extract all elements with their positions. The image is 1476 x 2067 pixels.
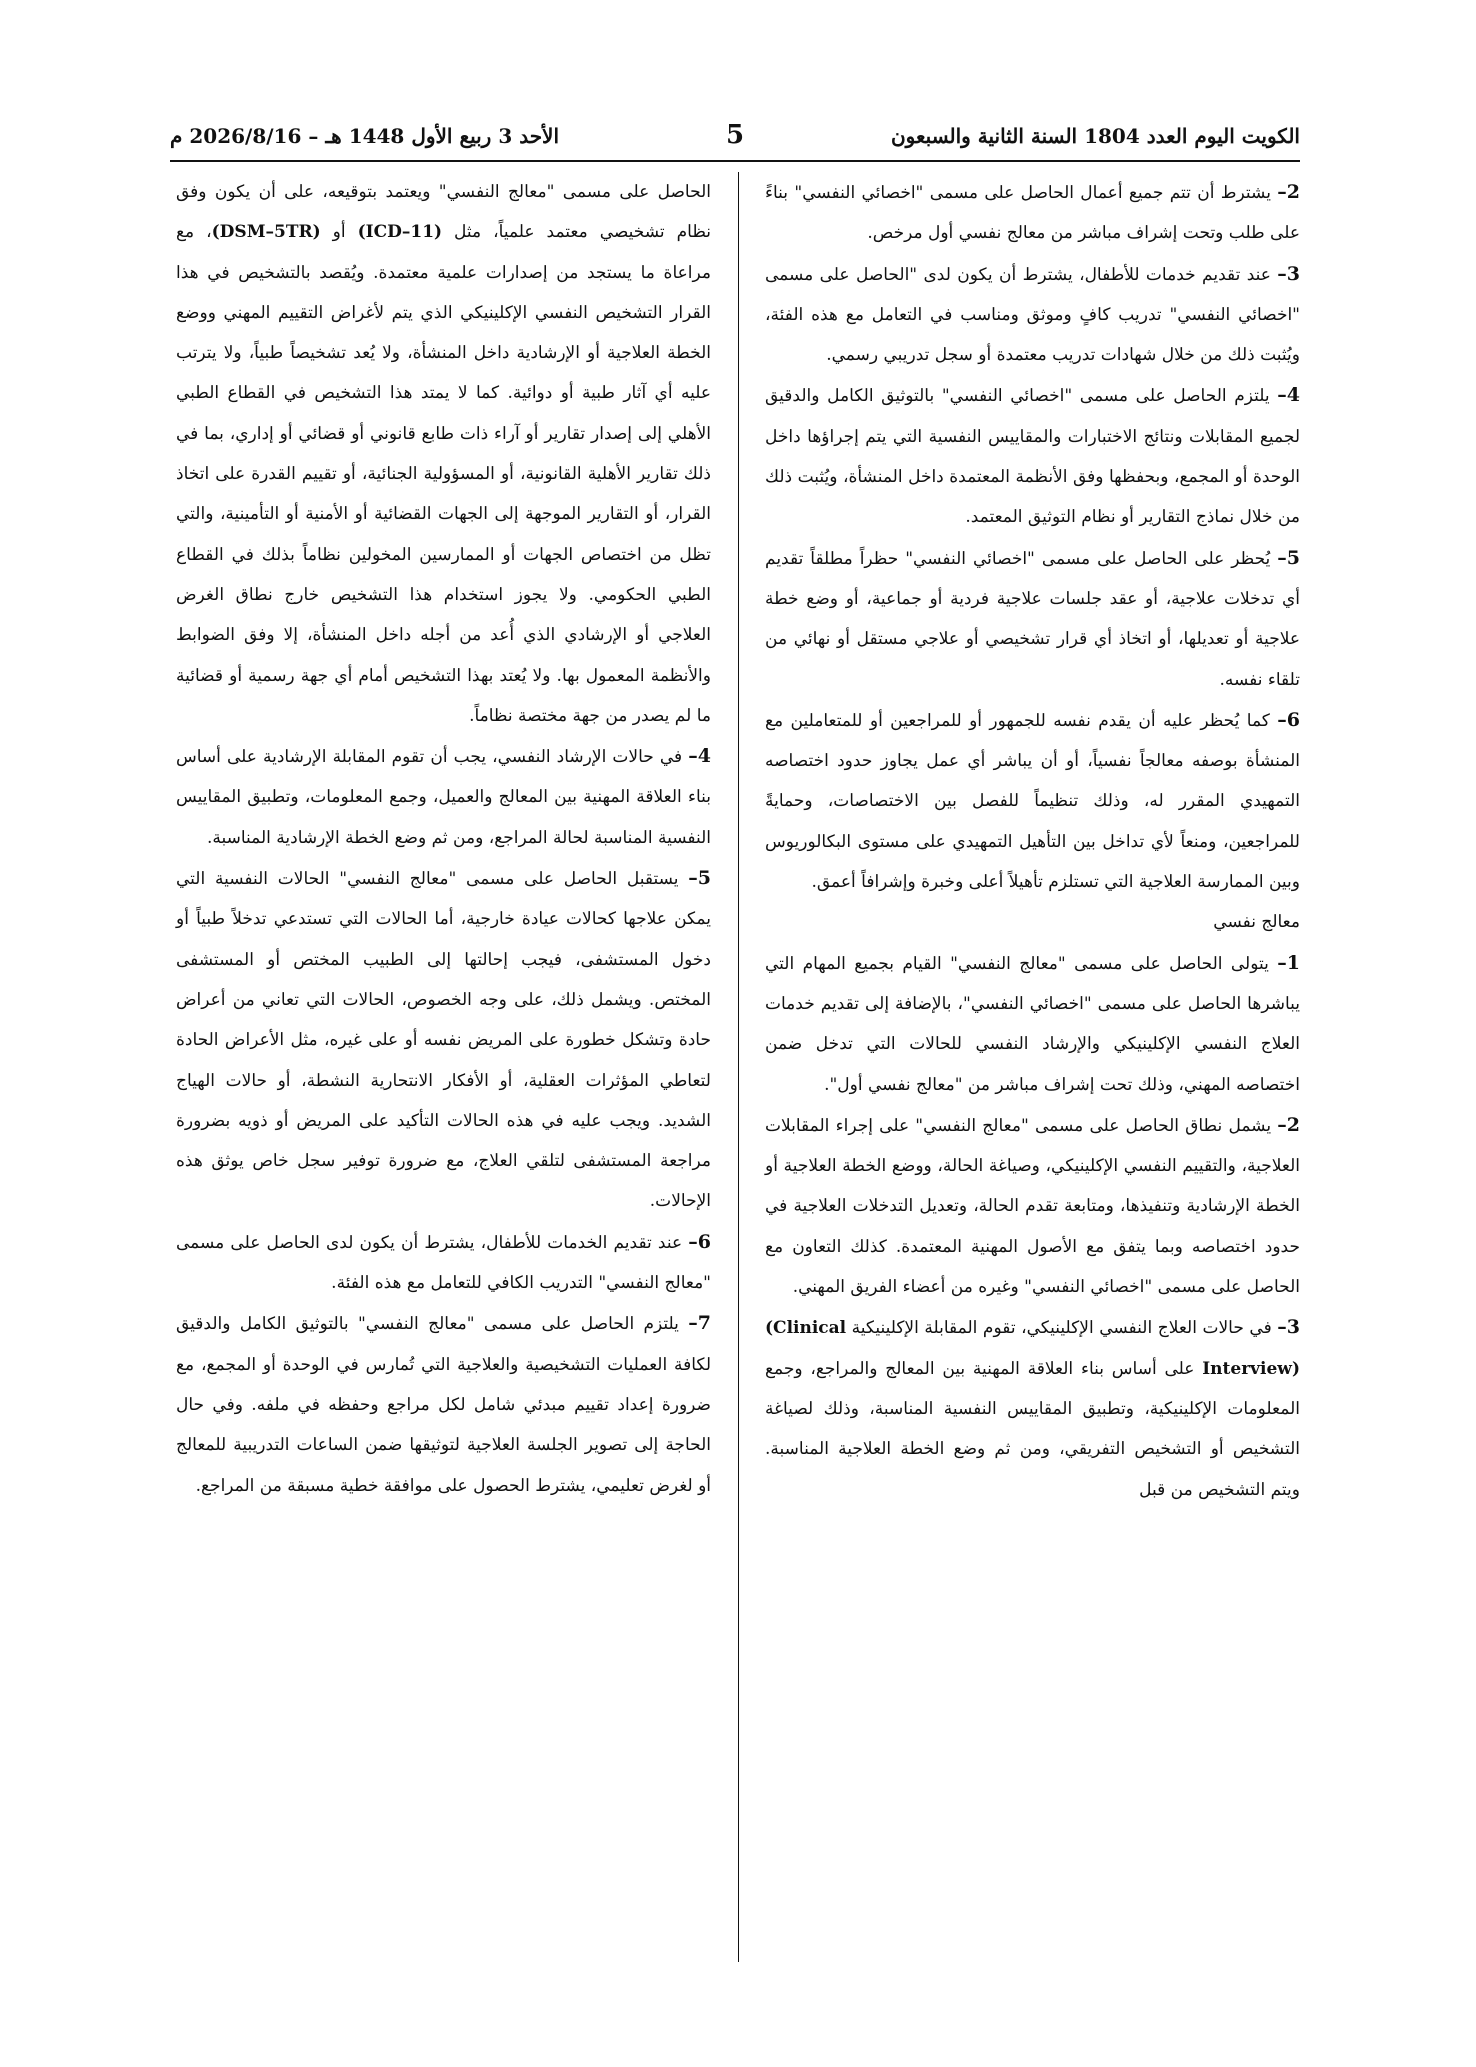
clause-text: في حالات العلاج النفسي الإكلينيكي، تقوم المقابلة الإكلينيكية: [846, 1318, 1278, 1339]
clause: [176, 1303, 711, 1505]
clause: [176, 736, 711, 858]
clause-continuation: [176, 172, 711, 736]
clause-text: عند تقديم خدمات للأطفال، يشترط أن يكون لدى "الحاصل على مسمى "اخصائي النفسي" تدريب كافٍ وموثق ومناسب في التعامل مع هذه الفئة، ويُثبت ذلك من خلال شهادات تدريب معتمدة أو سجل تدريبي رسمي.: [765, 264, 1300, 366]
clause-text: كما يُحظر عليه أن يقدم نفسه للجمهور أو للمراجعين أو للمتعاملين مع المنشأة بوصفه معالجاً نفسياً، أو أن يباشر أي عمل يجاوز حدود اختصاصه التمهيدي المقرر له، وذلك تنظيماً للفصل بين الاختصاصات، وحمايةً للمراجعين، ومنعاً لأي تداخل بين التأهيل التمهيدي على مستوى البكالوريوس وبين الممارسة العلاجية التي تستلزم تأهيلاً أعلى وخبرة وإشرافاً أعمق.: [765, 710, 1300, 893]
clause-text: أو: [320, 222, 358, 243]
clause-number: 6–: [688, 1230, 711, 1253]
left-column: [176, 172, 711, 1506]
clause-text: يستقبل الحاصل على مسمى "معالج النفسي" الحالات النفسية التي يمكن علاجها كحالات عيادة خارجية، أما الحالات التي تستدعي تدخلاً طبياً أو دخول المستشفى، فيجب إحالتها إلى الطبيب المختص أو المستشفى المختص. ويشمل ذلك، على وجه الخصوص، الحالات التي تعاني من أعراض حادة وتشكل خطورة على المريض نفسه أو على غيره، مثل الأعراض الحادة لتعاطي المؤثرات العقلية، أو الأفكار الانتحارية النشطة، أو حالات الهياج الشديد. ويجب عليه في هذه الحالات التأكيد على المريض أو ذويه بضرورة مراجعة المستشفى لتلقي العلاج، مع ضرورة توفير سجل خاص يوثق هذه الإحالات.: [176, 869, 711, 1212]
clause-number: 2–: [1277, 181, 1300, 203]
clause-number: 4–: [688, 745, 711, 768]
clause-text: يُحظر على الحاصل على مسمى "اخصائي النفسي" حظراً مطلقاً تقديم أي تدخلات علاجية، أو عقد جلسات علاجية فردية أو جماعية، أو وضع خطة علاجية أو تعديلها، أو اتخاذ أي قرار تشخيصي أو علاجي مستقل أو نهائي من تلقاء نفسه.: [765, 548, 1300, 690]
clause-text-continued: على أساس بناء العلاقة المهنية بين المعالج والمراجع، وجمع المعلومات الإكلينيكية، وتطبيق المقاييس النفسية المناسبة، وذلك لصياغة التشخيص أو التشخيص التفريقي، ومن ثم وضع الخطة العلاجية المناسبة. ويتم التشخيص من قبل: [765, 1358, 1300, 1500]
clause: [765, 375, 1300, 537]
clause-number: 6–: [1277, 708, 1300, 731]
icd-term: (ICD–11): [357, 222, 443, 243]
clause-number: 5–: [688, 867, 711, 890]
clause-text: يلتزم الحاصل على مسمى "اخصائي النفسي" بالتوثيق الكامل والدقيق لجميع المقابلات ونتائج الاختبارات والمقاييس النفسية التي يتم إجراؤها داخل الوحدة أو المجمع، وبحفظها وفق الأنظمة المعتمدة داخل المنشأة، ويُثبت ذلك من خلال نماذج التقارير أو نظام التوثيق المعتمد.: [765, 386, 1300, 528]
section-subheading: معالج نفسي: [1213, 912, 1300, 933]
header-issue-info: الكويت اليوم العدد 1804 السنة الثانية والسبعون: [890, 124, 1300, 148]
clause-number: 7–: [688, 1312, 711, 1335]
clinical-interview-term: (Clinical Interview): [765, 1318, 1300, 1379]
clause: [176, 858, 711, 1222]
column-divider: [738, 172, 739, 1962]
clause-text: يتولى الحاصل على مسمى "معالج النفسي" القيام بجميع المهام التي يباشرها الحاصل على مسمى "اخصائي النفسي"، بالإضافة إلى تقديم خدمات العلاج النفسي الإكلينيكي والإرشاد النفسي للحالات التي تدخل ضمن اختصاصه المهني، وذلك تحت إشراف مباشر من "معالج نفسي أول".: [765, 953, 1300, 1095]
clause-number: 5–: [1277, 546, 1300, 569]
clause: [765, 700, 1300, 902]
page-header: [170, 118, 1300, 162]
header-date: الأحد 3 ربيع الأول 1448 هـ – 2026/8/16 م: [170, 124, 560, 148]
clause-text: يشترط أن تتم جميع أعمال الحاصل على مسمى "اخصائي النفسي" بناءً على طلب وتحت إشراف مباشر من معالج نفسي أول مرخص.: [765, 183, 1300, 244]
dsm-term: (DSM–5TR): [211, 222, 321, 243]
clause: [765, 1307, 1300, 1509]
clause-number: 2–: [1277, 1113, 1300, 1136]
clause-text: الحاصل على مسمى "معالج النفسي" ويعتمد بتوقيعه، على أن يكون وفق نظام تشخيصي معتمد علمياً، مثل: [176, 182, 711, 243]
page-number: 5: [725, 120, 745, 150]
clause-number: 3–: [1277, 1316, 1300, 1339]
right-column: [765, 172, 1300, 1510]
clause-text: في حالات الإرشاد النفسي، يجب أن تقوم المقابلة الإرشادية على أساس بناء العلاقة المهنية بين المعالج والعميل، وجمع المعلومات، وتطبيق المقاييس النفسية المناسبة لحالة المراجع، ومن ثم وضع الخطة الإرشادية المناسبة.: [176, 747, 711, 848]
clause: [176, 1222, 711, 1304]
clause-number: 3–: [1277, 262, 1300, 285]
clause: [765, 172, 1300, 254]
clause: [765, 254, 1300, 376]
clause-number: 4–: [1277, 384, 1300, 407]
clause: [765, 943, 1300, 1105]
clause-text: عند تقديم الخدمات للأطفال، يشترط أن يكون لدى الحاصل على مسمى "معالج النفسي" التدريب الكافي للتعامل مع هذه الفئة.: [176, 1232, 711, 1294]
clause-text: يشمل نطاق الحاصل على مسمى "معالج النفسي" على إجراء المقابلات العلاجية، والتقييم النفسي الإكلينيكي، وصياغة الحالة، ووضع الخطة العلاجية أو الخطة الإرشادية وتنفيذها، ومتابعة تقدم الحالة، وتعديل التدخلات العلاجية في حدود اختصاصه وبما يتفق مع الأصول المهنية المعتمدة. كذلك التعاون مع الحاصل على مسمى "اخصائي النفسي" وغيره من أعضاء الفريق المهني.: [765, 1115, 1300, 1298]
header-rule: [170, 160, 1300, 162]
clause-text-continued: ، مع مراعاة ما يستجد من إصدارات علمية معتمدة. ويُقصد بالتشخيص في هذا القرار التشخيص النفسي الإكلينيكي الذي يتم لأغراض التقييم المهني ووضع الخطة العلاجية أو الإرشادية داخل المنشأة، ولا يُعد تشخيصاً طبياً، ولا يترتب عليه أي آثار طبية أو دوائية. كما لا يمتد هذا التشخيص في القطاع الطبي الأهلي إلى إصدار تقارير أو آراء ذات طابع قانوني أو قضائي أو إداري، بما في ذلك تقارير الأهلية القانونية، أو المسؤولية الجنائية، أو تقييم القدرة على اتخاذ القرار، أو التقارير الموجهة إلى الجهات القضائية أو الأمنية أو التأمينية، والتي تظل من اختصاص الجهات أو الممارسين المخولين نظاماً بذلك في القطاع الطبي الحكومي. ولا يجوز استخدام هذا التشخيص خارج نطاق الغرض العلاجي أو الإرشادي الذي أُعد من أجله داخل المنشأة، إلا وفق الضوابط والأنظمة المعمول بها. ولا يُعتد بهذا التشخيص أمام أي جهة رسمية أو قضائية ما لم يصدر من جهة مختصة نظاماً.: [176, 222, 711, 726]
clause: [765, 538, 1300, 700]
clause-text: يلتزم الحاصل على مسمى "معالج النفسي" بالتوثيق الكامل والدقيق لكافة العمليات التشخيصية والعلاجية التي تُمارس في الوحدة أو المجمع، مع ضرورة إعداد تقييم مبدئي شامل لكل مراجع وحفظه في ملفه. وفي حال الحاجة إلى تصوير الجلسة العلاجية لتوثيقها ضمن الساعات التدريبية للمعالج أو لغرض تعليمي، يشترط الحصول على موافقة خطية مسبقة من المراجع.: [176, 1314, 711, 1496]
clause-number: 1–: [1277, 951, 1301, 974]
clause: [765, 1105, 1300, 1307]
